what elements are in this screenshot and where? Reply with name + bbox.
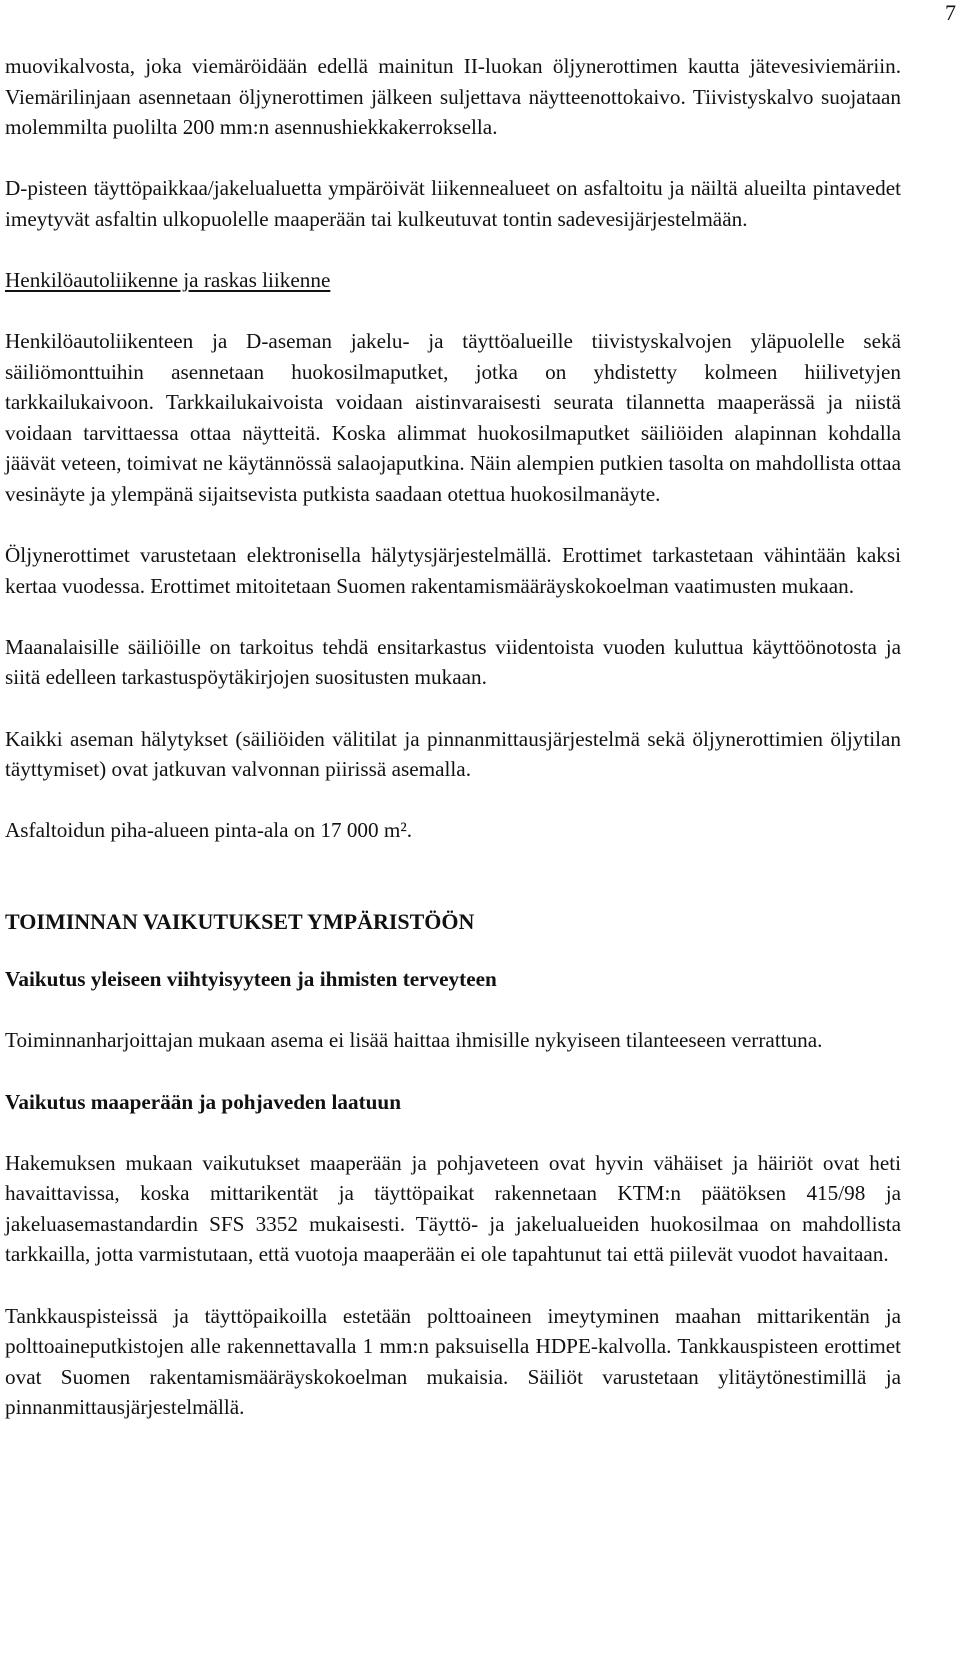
paragraph-liner: muovikalvosta, joka viemäröidään edellä mainitun II-luokan öljynerottimen kautta jätevesiviemäriin. Viemärilinjaan asennetaan öljynerottimen jälkeen suljettava näytteenottokaivo. Tiivistyskalvo suojataan molemmilta puolilta 200 mm:n asennushiekkakerroksella.: [5, 54, 901, 140]
heading-environmental-effects: TOIMINNAN VAIKUTUKSET YMPÄRISTÖÖN: [5, 908, 475, 934]
paragraph-alarms: Kaikki aseman hälytykset (säiliöiden välitilat ja pinnanmittausjärjestelmä sekä öljynerottimien öljytilan täyttymiset) ovat jatkuvan valvonnan piirissä asemalla.: [5, 726, 901, 782]
paragraph-tank-inspection: Maanalaisille säiliöille on tarkoitus tehdä ensitarkastus viidentoista vuoden kuluttua käyttöönotosta ja siitä edelleen tarkastuspöytäkirjojen suositusten mukaan.: [5, 634, 901, 690]
page-number: 7: [945, 0, 956, 25]
paragraph-no-added-harm: Toiminnanharjoittajan mukaan asema ei lisää haittaa ihmisille nykyiseen tilanteeseen verrattuna.: [5, 1028, 823, 1053]
paragraph-soil-effects: Hakemuksen mukaan vaikutukset maaperään ja pohjaveteen ovat hyvin vähäiset ja häiriöt ovat heti havaittavissa, koska mittarikentät ja täyttöpaikat rakennetaan KTM:n päätöksen 415/98 ja jakeluasemastandardin SFS 3352 mukaisesti. Täyttö- ja jakelualueiden huokosilmaa on mahdollista tarkkailla, jotta varmistutaan, että vuotoja maaperään ei ole tapahtunut tai että piilevät vuodot havaitaan.: [5, 1150, 901, 1267]
heading-wellbeing-health: Vaikutus yleiseen viihtyisyyteen ja ihmisten terveyteen: [5, 967, 497, 992]
paragraph-oil-separators: Öljynerottimet varustetaan elektronisella hälytysjärjestelmällä. Erottimet tarkastetaan vähintään kaksi kertaa vuodessa. Erottimet mitoitetaan Suomen rakentamismääräyskokoelman vaatimusten mukaan.: [5, 543, 901, 598]
paragraph-yard-area: Asfaltoidun piha-alueen pinta-ala on 17 000 m².: [5, 818, 413, 843]
subheading-traffic: Henkilöautoliikenne ja raskas liikenne: [5, 267, 331, 292]
paragraph-fuel-absorption: Tankkauspisteissä ja täyttöpaikoilla estetään polttoaineen imeytyminen maahan mittarikentän ja polttoaineputkistojen alle rakennettavalla 1 mm:n paksuisella HDPE-kalvolla. Tankkauspisteen erottimet ovat Suomen rakentamismääräyskokoelman mukaisia. Säiliöt varustetaan ylitäytönestimillä ja pinnanmittausjärjestelmällä.: [5, 1303, 901, 1420]
paragraph-vapour-pipes: Henkilöautoliikenteen ja D-aseman jakelu- ja täyttöalueille tiivistyskalvojen yläpuolelle sekä säiliömonttuihin asennetaan huokosilmaputket, jotka on yhdistetty kolmeen hiilivetyjen tarkkailukaivoon. Tarkkailukaivoista voidaan aistinvaraisesti seurata tilannetta maaperässä ja niistä voidaan tarvittaessa ottaa näytteitä. Koska alimmat huokosilmaputket säiliöiden alapinnan kohdalla jäävät veteen, toimivat ne käytännössä salaojaputkina. Näin alempien putkien tasolta on mahdollista ottaa vesinäyte ja ylempänä sijaitsevista putkista saadaan otettua huokosilmanäyte.: [5, 329, 901, 507]
heading-soil-groundwater: Vaikutus maaperään ja pohjaveden laatuun: [5, 1089, 401, 1114]
document-body: [5, 51, 901, 1423]
paragraph-asphalt-areas: D-pisteen täyttöpaikkaa/jakelualuetta ympäröivät liikennealueet on asfaltoitu ja näiltä alueilta pintavedet imeytyvät asfaltin ulkopuolelle maaperään tai kulkeutuvat tontin sadevesijärjestelmään.: [5, 176, 901, 231]
